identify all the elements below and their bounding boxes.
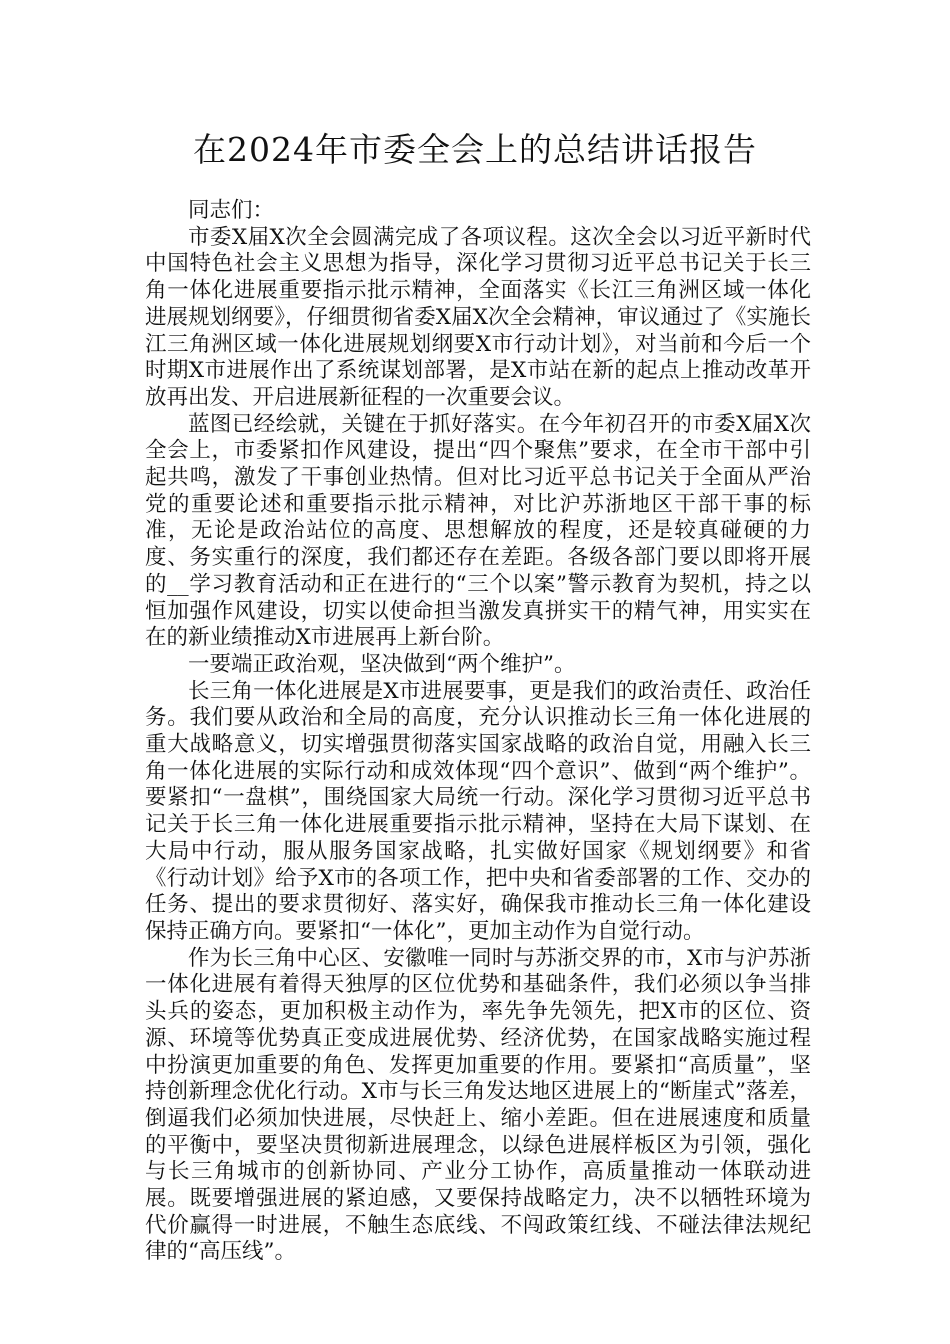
paragraph-regional-advantage: 作为长三角中心区、安徽唯一同时与苏浙交界的市，X市与沪苏浙一体化进展有着得天独厚的区位优势和基础条件，我们必须以争当排头兵的姿态，更加积极主动作为，率先争先领先，把X市的区位、资源、环境等优势真正变成进展优势、经济优势，在国家战略实施过程中扮演更加重要的角色、发挥更加重要的作用。要紧扣“高质量”，坚持创新理念优化行动。X市与长三角发达地区进展上的“断崖式”落差，倒逼我们必须加快进展，尽快赶上、缩小差距。但在进展速度和质量的平衡中，要坚决贯彻新进展理念，以绿色进展样板区为引领，强化与长三角城市的创新协同、产业分工协作，高质量推动一体联动进展。既要增强进展的紧迫感，又要保持战略定力，决不以牺牲环境为代价赢得一时进展，不触生态底线、不闯政策红线、不碰法律法规纪律的“高压线”。: [145, 945, 811, 1265]
paragraph-political-task: 长三角一体化进展是X市进展要事，更是我们的政治责任、政治任务。我们要从政治和全局的高度，充分认识推动长三角一体化进展的重大战略意义，切实增强贯彻落实国家战略的政治自觉，用融入长三角一体化进展的实际行动和成效体现“四个意识”、做到“两个维护”。要紧扣“一盘棋”，围绕国家大局统一行动。深化学习贯彻习近平总书记关于长三角一体化进展重要指示批示精神，坚持在大局下谋划、在大局中行动，服从服务国家战略，扎实做好国家《规划纲要》和省《行动计划》给予X市的各项工作，把中央和省委部署的工作、交办的任务、提出的要求贯彻好、落实好，确保我市推动长三角一体化建设保持正确方向。要紧扣“一体化”，更加主动作为自觉行动。: [145, 678, 811, 944]
paragraph-heading-one: 一要端正政治观，坚决做到“两个维护”。: [188, 651, 576, 677]
paragraph-salutation: 同志们：: [188, 198, 275, 223]
paragraph-blueprint: 蓝图已经绘就，关键在于抓好落实。在今年初召开的市委X届X次全会上，市委紧扣作风建设，提出“四个聚焦”要求，在全市干部中引起共鸣，激发了干事创业热情。但对比习近平总书记关于全面从严治党的重要论述和重要指示批示精神，对比沪苏浙地区干部干事的标准，无论是政治站位的高度、思想解放的程度，还是较真碰硬的力度、务实重行的深度，我们都还存在差距。各级各部门要以即将开展的__学习教育活动和正在进行的“三个以案”警示教育为契机，持之以恒加强作风建设，切实以使命担当激发真拼实干的精气神，用实实在在的新业绩推动X市进展再上新台阶。: [145, 411, 811, 651]
document-title: 在2024年市委全会上的总结讲话报告: [193, 130, 757, 169]
paragraph-opening: 市委X届X次全会圆满完成了各项议程。这次全会以习近平新时代中国特色社会主义思想为指导，深化学习贯彻习近平总书记关于长三角一体化进展重要指示批示精神，全面落实《长江三角洲区域一体化进展规划纲要》，仔细贯彻省委X届X次全会精神，审议通过了《实施长江三角洲区域一体化进展规划纲要X市行动计划》，对当前和今后一个时期X市进展作出了系统谋划部署，是X市站在新的起点上推动改革开放再出发、开启进展新征程的一次重要会议。: [145, 224, 811, 410]
document-body: [145, 198, 811, 1266]
